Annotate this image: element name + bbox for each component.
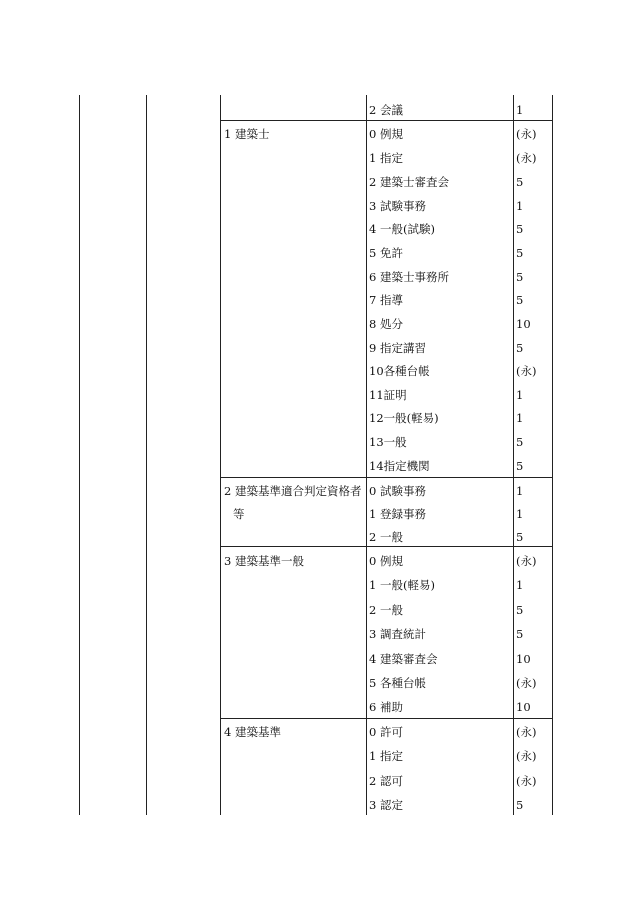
retention-period-cell: 5 xyxy=(516,798,524,812)
subcategory-cell: 14指定機関 xyxy=(369,459,430,473)
column-rule-2 xyxy=(146,95,147,815)
retention-period-cell: (永) xyxy=(516,725,537,739)
category-cell: 4 建築基準 xyxy=(224,725,281,739)
category-cell: 等 xyxy=(233,507,245,521)
retention-period-cell: (永) xyxy=(516,364,537,378)
retention-period-cell: 1 xyxy=(516,578,524,592)
subcategory-cell: 0 許可 xyxy=(369,725,403,739)
retention-period-cell: 1 xyxy=(516,507,524,521)
retention-period-cell: 5 xyxy=(516,175,524,189)
retention-period-cell: (永) xyxy=(516,127,537,141)
retention-period-cell: 5 xyxy=(516,459,524,473)
retention-period-cell: 5 xyxy=(516,627,524,641)
retention-period-cell: (永) xyxy=(516,774,537,788)
retention-period-cell: (永) xyxy=(516,554,537,568)
retention-period-cell: 10 xyxy=(516,700,531,714)
subcategory-cell: 2 認可 xyxy=(369,774,403,788)
subcategory-cell: 12一般(軽易) xyxy=(369,411,439,425)
retention-period-cell: 5 xyxy=(516,246,524,260)
group-separator xyxy=(220,120,552,121)
column-rule-4 xyxy=(366,95,367,815)
category-cell: 1 建築士 xyxy=(224,127,270,141)
subcategory-cell: 3 調査統計 xyxy=(369,627,426,641)
subcategory-cell: 8 処分 xyxy=(369,317,403,331)
subcategory-cell: 1 一般(軽易) xyxy=(369,578,435,592)
retention-period-cell: 1 xyxy=(516,199,524,213)
category-cell: 3 建築基準一般 xyxy=(224,554,304,568)
column-rule-6 xyxy=(552,95,553,815)
subcategory-cell: 0 例規 xyxy=(369,554,403,568)
retention-period-cell: 1 xyxy=(516,103,524,117)
group-separator xyxy=(220,718,552,719)
subcategory-cell: 7 指導 xyxy=(369,293,403,307)
retention-period-cell: 5 xyxy=(516,222,524,236)
subcategory-cell: 2 建築士審査会 xyxy=(369,175,449,189)
column-rule-3 xyxy=(220,95,221,815)
retention-period-cell: (永) xyxy=(516,676,537,690)
retention-period-cell: 10 xyxy=(516,317,531,331)
subcategory-cell: 2 会議 xyxy=(369,103,403,117)
subcategory-cell: 4 一般(試験) xyxy=(369,222,435,236)
retention-period-cell: 5 xyxy=(516,435,524,449)
subcategory-cell: 4 建築審査会 xyxy=(369,652,438,666)
subcategory-cell: 2 一般 xyxy=(369,530,403,544)
subcategory-cell: 1 指定 xyxy=(369,151,403,165)
subcategory-cell: 9 指定講習 xyxy=(369,341,426,355)
retention-period-cell: (永) xyxy=(516,151,537,165)
retention-period-cell: 5 xyxy=(516,530,524,544)
retention-period-cell: 1 xyxy=(516,484,524,498)
group-separator xyxy=(220,546,552,547)
subcategory-cell: 1 登録事務 xyxy=(369,507,426,521)
subcategory-cell: 2 一般 xyxy=(369,603,403,617)
subcategory-cell: 6 補助 xyxy=(369,700,403,714)
subcategory-cell: 6 建築士事務所 xyxy=(369,270,449,284)
retention-period-cell: 10 xyxy=(516,652,531,666)
subcategory-cell: 0 例規 xyxy=(369,127,403,141)
retention-period-cell: 5 xyxy=(516,270,524,284)
subcategory-cell: 5 各種台帳 xyxy=(369,676,426,690)
retention-period-cell: 5 xyxy=(516,603,524,617)
category-cell: 2 建築基準適合判定資格者 xyxy=(224,484,362,498)
subcategory-cell: 3 試験事務 xyxy=(369,199,426,213)
subcategory-cell: 13一般 xyxy=(369,435,407,449)
group-separator xyxy=(220,477,552,478)
subcategory-cell: 1 指定 xyxy=(369,749,403,763)
retention-period-cell: 1 xyxy=(516,411,524,425)
column-rule-5 xyxy=(513,95,514,815)
retention-period-cell: 5 xyxy=(516,293,524,307)
subcategory-cell: 5 免許 xyxy=(369,246,403,260)
subcategory-cell: 3 認定 xyxy=(369,798,403,812)
retention-period-cell: 5 xyxy=(516,341,524,355)
subcategory-cell: 0 試験事務 xyxy=(369,484,426,498)
subcategory-cell: 11証明 xyxy=(369,388,407,402)
retention-period-cell: (永) xyxy=(516,749,537,763)
retention-period-cell: 1 xyxy=(516,388,524,402)
subcategory-cell: 10各種台帳 xyxy=(369,364,430,378)
column-rule-1 xyxy=(79,95,80,815)
